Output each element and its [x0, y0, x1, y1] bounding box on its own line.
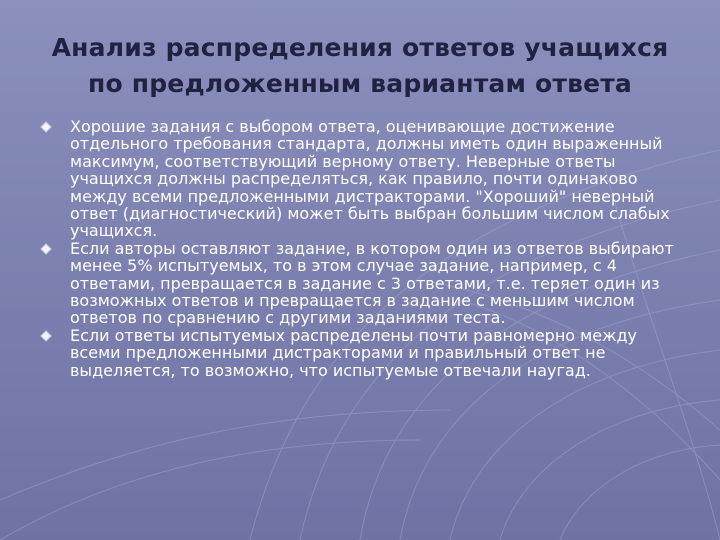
bullet-item: [40, 327, 690, 379]
diamond-bullet-icon: [40, 243, 51, 254]
bullet-text: Если авторы оставляют задание, в котором один из ответов выбирают менее 5% испытуемых, то в этом случае задание, например, с 4 ответами, превращается в задание с 3 ответами, т.е. теряет один из возможных ответов и превращается в задание с меньшим числом ответов по сравнению с другими заданиями теста.: [70, 238, 674, 328]
diamond-bullet-icon: [40, 121, 51, 132]
diamond-bullet-icon: [40, 330, 51, 341]
bullet-item: [40, 240, 690, 327]
bullet-text: Если ответы испытуемых распределены почти равномерно между всеми предложенными дистракторами и правильный ответ не выделяется, то возможно, что испытуемые отвечали наугад.: [70, 325, 638, 380]
slide-title: [20, 30, 700, 102]
bullet-text: Хорошие задания с выбором ответа, оценивающие достижение отдельного требования стандарта, должны иметь один выраженный максимум, соответствующий верному ответу. Неверные ответы учащихся должны распределяться, как правило, почти одинаково между всеми предложенными дистракторами. "Хороший" неверный ответ (диагностический) может быть выбран большим числом слабых учащихся.: [70, 117, 670, 241]
bullet-item: [40, 118, 690, 240]
bullet-list: [40, 118, 690, 379]
title-line-2: по предложенным вариантам ответа: [87, 69, 633, 98]
title-line-1: Анализ распределения ответов учащихся: [51, 33, 669, 62]
